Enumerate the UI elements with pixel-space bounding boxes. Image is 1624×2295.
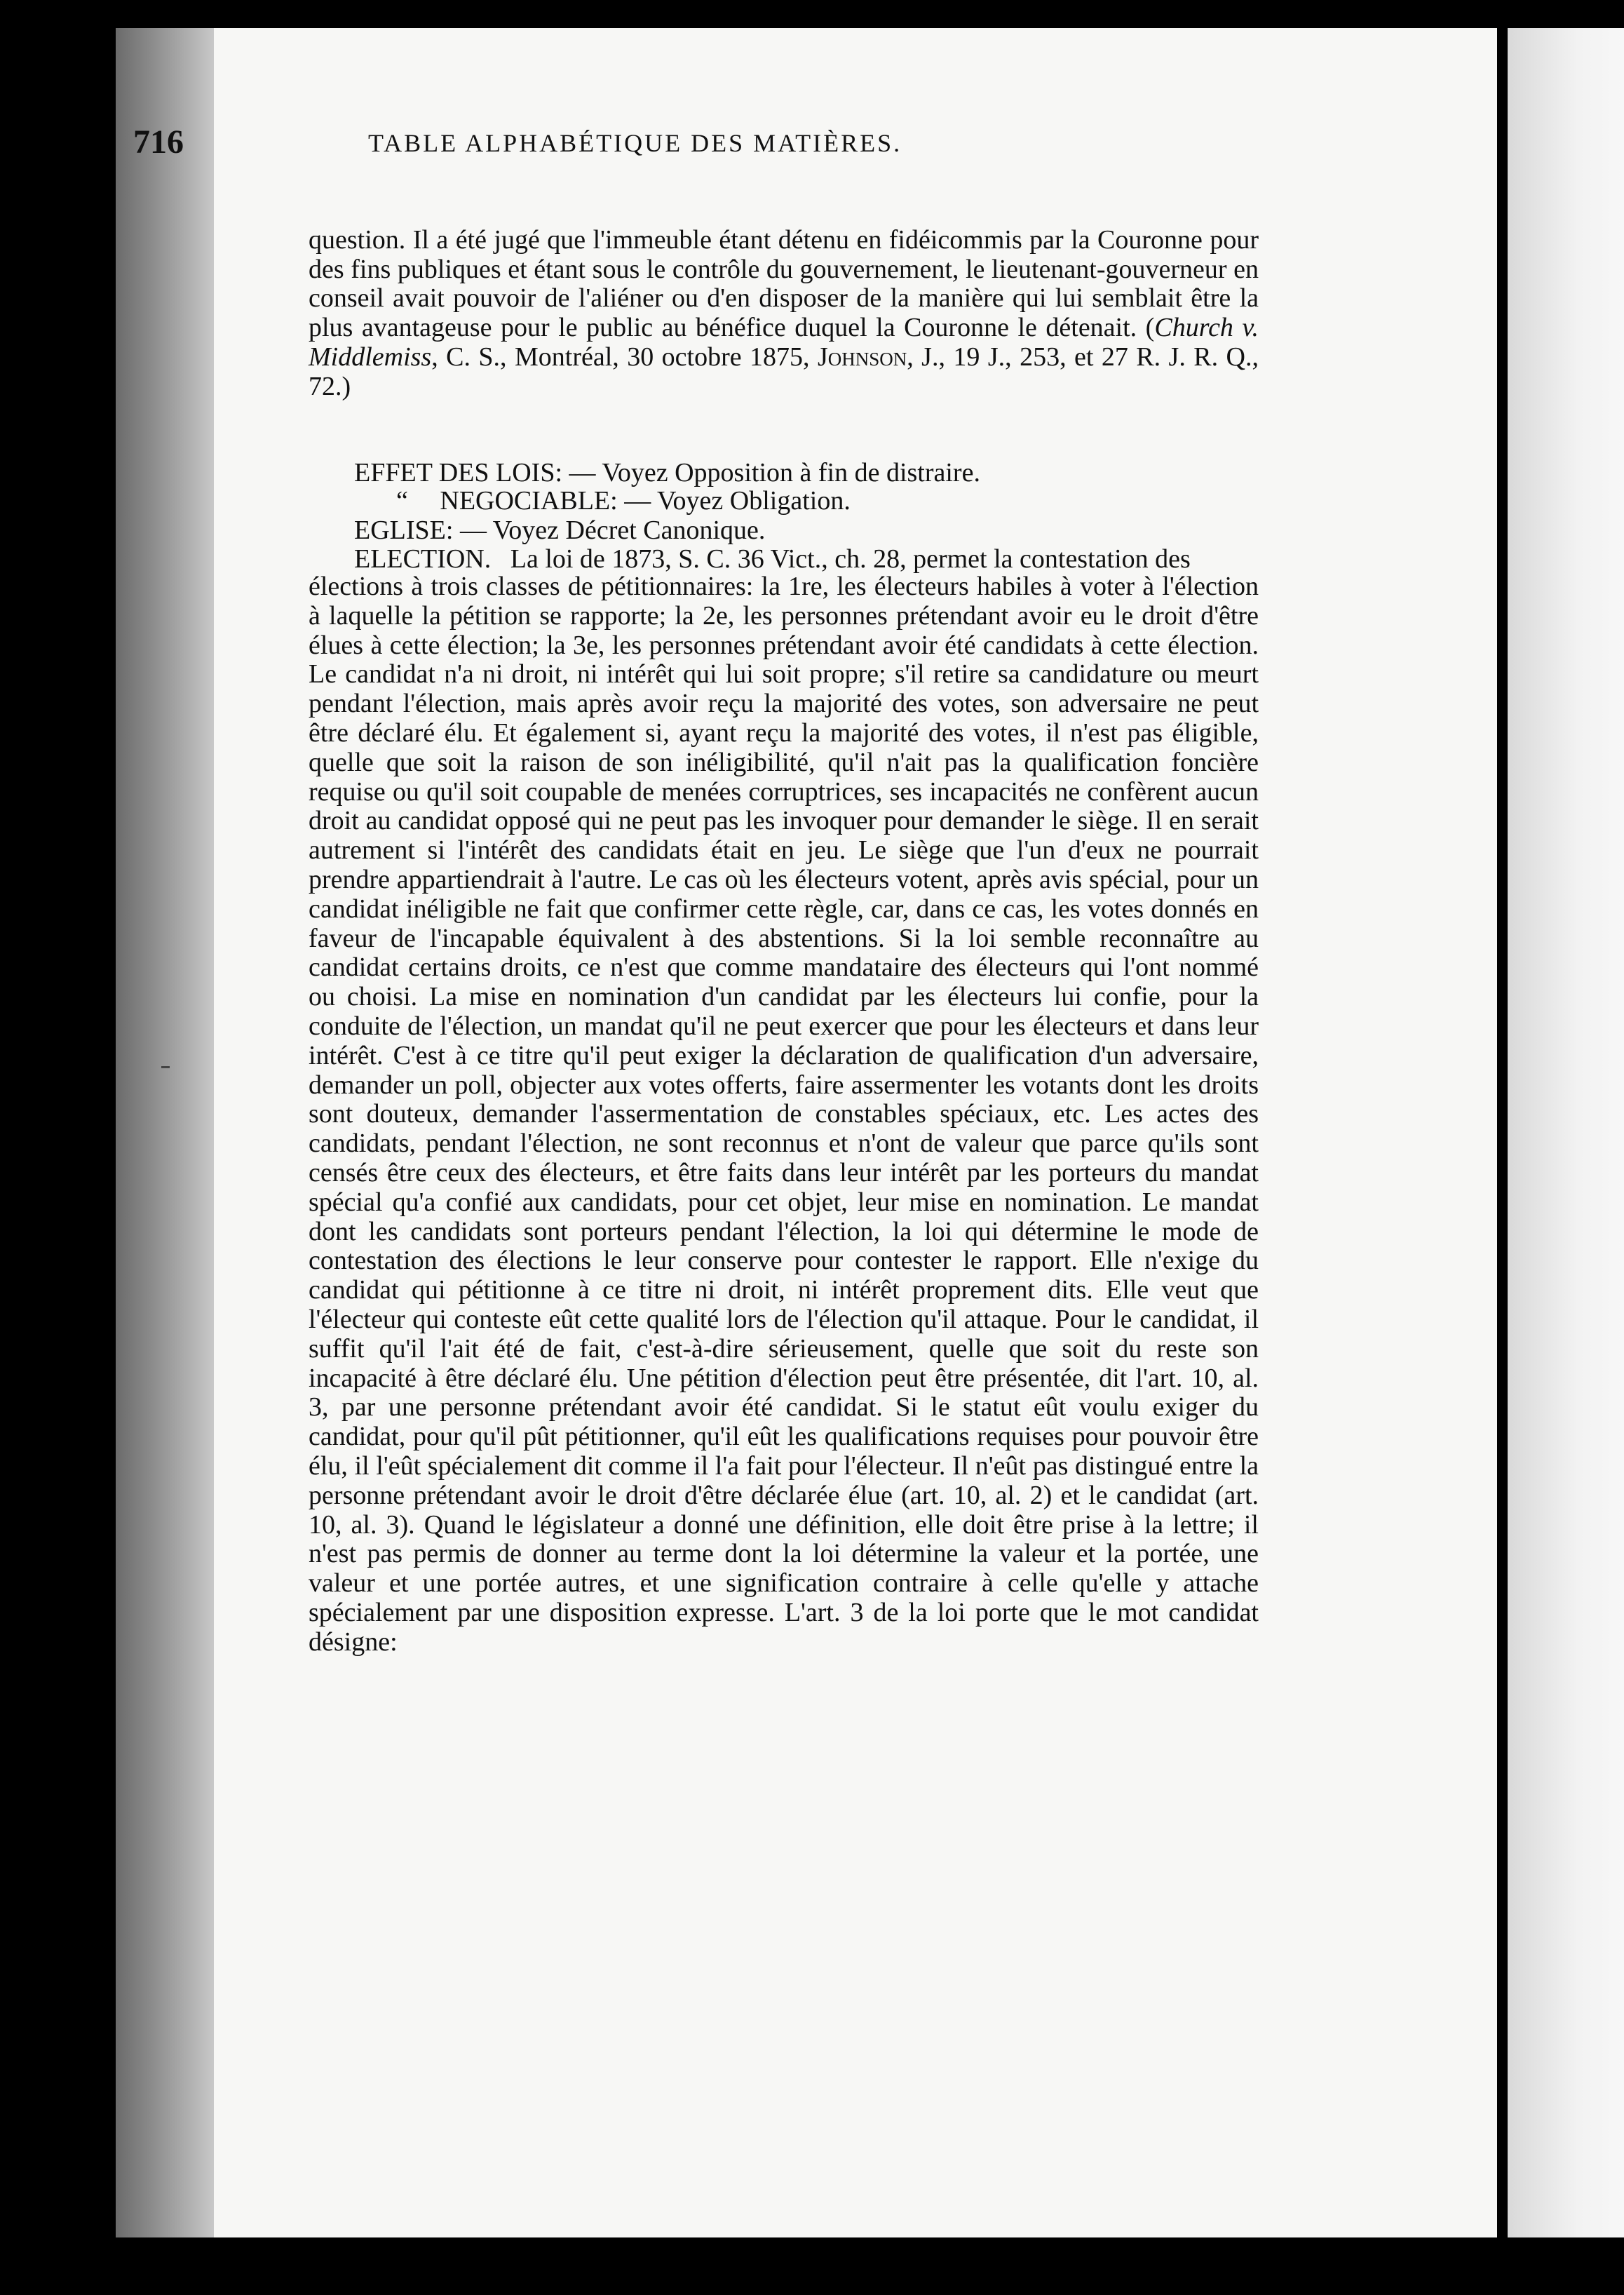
entry-heading: EFFET DES LOIS: xyxy=(354,458,563,487)
election-body: élections à trois classes de pétitionnaires: la 1re, les électeurs habiles à voter à l'élection à laquelle la pétition se rapporte; la 2e, les personnes prétendant avoir eu le droit d'être élues à cette élection; la 3e, les personnes prétendant avoir été candidats à cette élection. Le candidat n'a ni droit, ni intérêt qui lui soit propre; s'il retire sa candidature ou meurt pendant l'élection, mais après avoir reçu la majorité des votes, son adversaire ne peut être déclaré élu. Et également si, ayant reçu la majorité des votes, il n'est pas éligible, quelle que soit la raison de son inéligibilité, qu'il n'ait pas la qualification foncière requise ou qu'il soit coupable de menées corruptrices, ses incapacités ne confèrent aucun droit au candidat opposé qui ne peut pas les invoquer pour demander le siège. Il en serait autrement si l'intérêt des candidats était en jeu. Le siège que l'un d'eux ne pourrait prendre appartiendrait à l'autre. Le cas où les électeurs votent, après avis spécial, pour un candidat inéligible ne fait que confirmer cette règle, car, dans ce cas, les votes donnés en faveur de l'incapable équivalent à des abstentions. Si la loi semble reconnaître au candidat certains droits, ce n'est que comme mandataire des électeurs qui l'ont nommé ou choisi. La mise en nomination d'un candidat par les électeurs lui confie, pour la conduite de l'élection, un mandat qu'il ne peut exercer que pour les électeurs et dans leur intérêt. C'est à ce titre qu'il peut exiger la déclaration de qualification d'un adversaire, demander un poll, objecter aux votes offerts, faire assermenter les votants dont les droits sont douteux, demander l'assermentation de constables spéciaux, etc. Les actes des candidats, pendant l'élection, ne sont reconnus et n'ont de valeur que parce qu'ils sont censés être ceux des électeurs, et être faits dans leur intérêt par les porteurs du mandat spécial qu'a confié aux candidats, pour cet objet, leur mise en nomination. Le mandat dont les candidats sont porteurs pendant l'élection, la loi qui détermine le mode de contestation des élections le leur conserve pour contester le rapport. Elle n'exige du candidat qui pétitionne à ce titre ni droit, ni intérêt proprement dits. Elle veut que l'électeur qui conteste eût cette qualité lors de l'élection qu'il attaque. Pour le candidat, il suffit qu'il l'ait été de fait, c'est-à-dire sérieusement, quelle que soit du reste son incapacité à être déclaré élu. Une pétition d'élection peut être présentée, dit l'art. 10, al. 3, par une personne prétendant avoir été candidat. Si le statut eût voulu exiger du candidat, pour qu'il pût pétitionner, qu'il eût les qualifications requises pour pouvoir être élu, il l'eût spécialement dit comme il l'a fait pour l'électeur. Il n'eût pas distingué entre la personne prétendant avoir le droit d'être déclarée élue (art. 10, al. 2) et le candidat (art. 10, al. 3). Quand le législateur a donné une définition, elle doit être prise à la lettre; il n'est pas permis de donner au terme dont la loi détermine la valeur et la portée, une valeur et une portée autres, et une signification contraire à celle qu'elle y attache spécialement par une disposition expresse. L'art. 3 de la loi porte que le mot candidat désigne: xyxy=(309,572,1259,1657)
election-paragraph xyxy=(309,572,1259,1657)
entry-eglise xyxy=(354,515,765,546)
citation-reference: , 19 J., 253, et 27 R. J. R. Q., 72.) xyxy=(309,342,1259,401)
binding-gutter xyxy=(116,28,221,2237)
page-number: 716 xyxy=(133,123,184,161)
citation-court: , C. S., Montréal, 30 octobre 1875, xyxy=(431,342,818,372)
election-heading: ELECTION. xyxy=(354,544,492,574)
entry-reference: — Voyez Décret Canonique. xyxy=(453,516,766,545)
running-head: TABLE ALPHABÉTIQUE DES MATIÈRES. xyxy=(368,129,902,157)
entry-reference: — Voyez Opposition à fin de distraire. xyxy=(562,458,980,487)
case-citation: Church v. Middlemiss xyxy=(309,313,1259,372)
entry-reference: — Voyez Obligation. xyxy=(617,486,851,516)
entry-negociable xyxy=(396,485,851,516)
continuation-paragraph xyxy=(309,226,1259,401)
facing-page-edge xyxy=(1508,28,1624,2237)
continuation-text: question. Il a été jugé que l'immeuble étant détenu en fidéicommis par la Couronne pour des fins publiques et étant sous le contrôle du gouvernement, le lieutenant-gouverneur en conseil avait pouvoir de l'aliéner ou d'en disposer de la manière qui lui semblait être la plus avantageuse pour le public au bénéfice duquel la Couronne le détenait. ( xyxy=(309,225,1259,343)
entry-heading: EGLISE: xyxy=(354,516,454,545)
judge-name: Johnson, J. xyxy=(817,342,939,372)
entry-election xyxy=(354,544,1191,574)
entry-heading: NEGOCIABLE: xyxy=(440,486,618,516)
margin-mark xyxy=(161,1066,170,1068)
election-first-line: La loi de 1873, S. C. 36 Vict., ch. 28, permet la contestation des xyxy=(510,544,1191,574)
entry-effet-des-lois xyxy=(354,457,980,488)
ditto-mark: “ xyxy=(396,486,408,516)
